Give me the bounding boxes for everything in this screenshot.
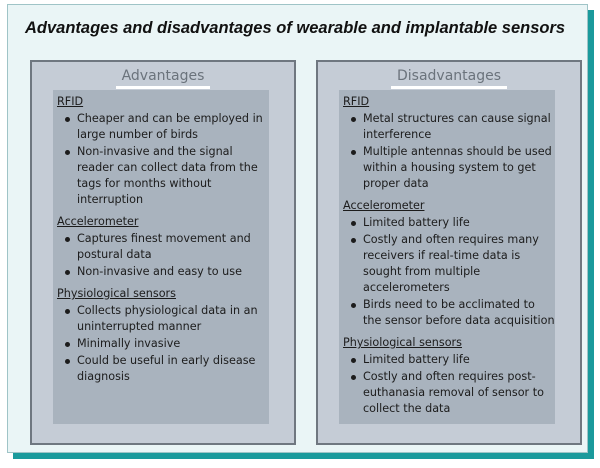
list-item: Costly and often requires post-euthanasia removal of sensor to collect the data [363,369,555,417]
figure-card [7,4,588,453]
disadvantages-accelerometer-list [343,215,555,329]
disadvantages-rfid-label: RFID [343,95,370,108]
list-item: Costly and often requires many receivers if real-time data is sought from multiple accelerometers [363,232,555,296]
list-item: Metal structures can cause signal interference [363,111,555,143]
disadvantages-physiological-label: Physiological sensors [343,336,462,349]
disadvantages-rfid-list [343,111,555,192]
disadvantages-content [339,90,555,424]
advantages-physiological-list [57,303,269,385]
list-item: Cheaper and can be employed in large number of birds [77,111,269,143]
list-item: Could be useful in early disease diagnosis [77,353,269,385]
list-item: Limited battery life [363,215,555,231]
list-item: Multiple antennas should be used within a housing system to get proper data [363,144,555,192]
list-item: Captures finest movement and postural data [77,231,269,263]
list-item: Non-invasive and the signal reader can collect data from the tags for months without interruption [77,144,269,208]
advantages-rfid-list [57,111,269,208]
list-item: Collects physiological data in an uninterrupted manner [77,303,269,335]
list-item: Minimally invasive [77,336,269,352]
advantages-accelerometer-list [57,231,269,280]
advantages-physiological-label: Physiological sensors [57,287,176,300]
advantages-panel [30,60,296,445]
list-item: Non-invasive and easy to use [77,264,269,280]
advantages-heading: Advantages [32,67,294,89]
figure-title: Advantages and disadvantages of wearable and implantable sensors [25,19,566,37]
advantages-rfid-label: RFID [57,95,84,108]
disadvantages-physiological-list [343,352,555,417]
disadvantages-panel [316,60,582,445]
advantages-accelerometer-label: Accelerometer [57,215,139,228]
list-item: Limited battery life [363,352,555,368]
advantages-content [53,90,269,424]
disadvantages-accelerometer-label: Accelerometer [343,199,425,212]
list-item: Birds need to be acclimated to the sensor before data acquisition [363,298,555,327]
disadvantages-heading: Disadvantages [318,67,580,89]
